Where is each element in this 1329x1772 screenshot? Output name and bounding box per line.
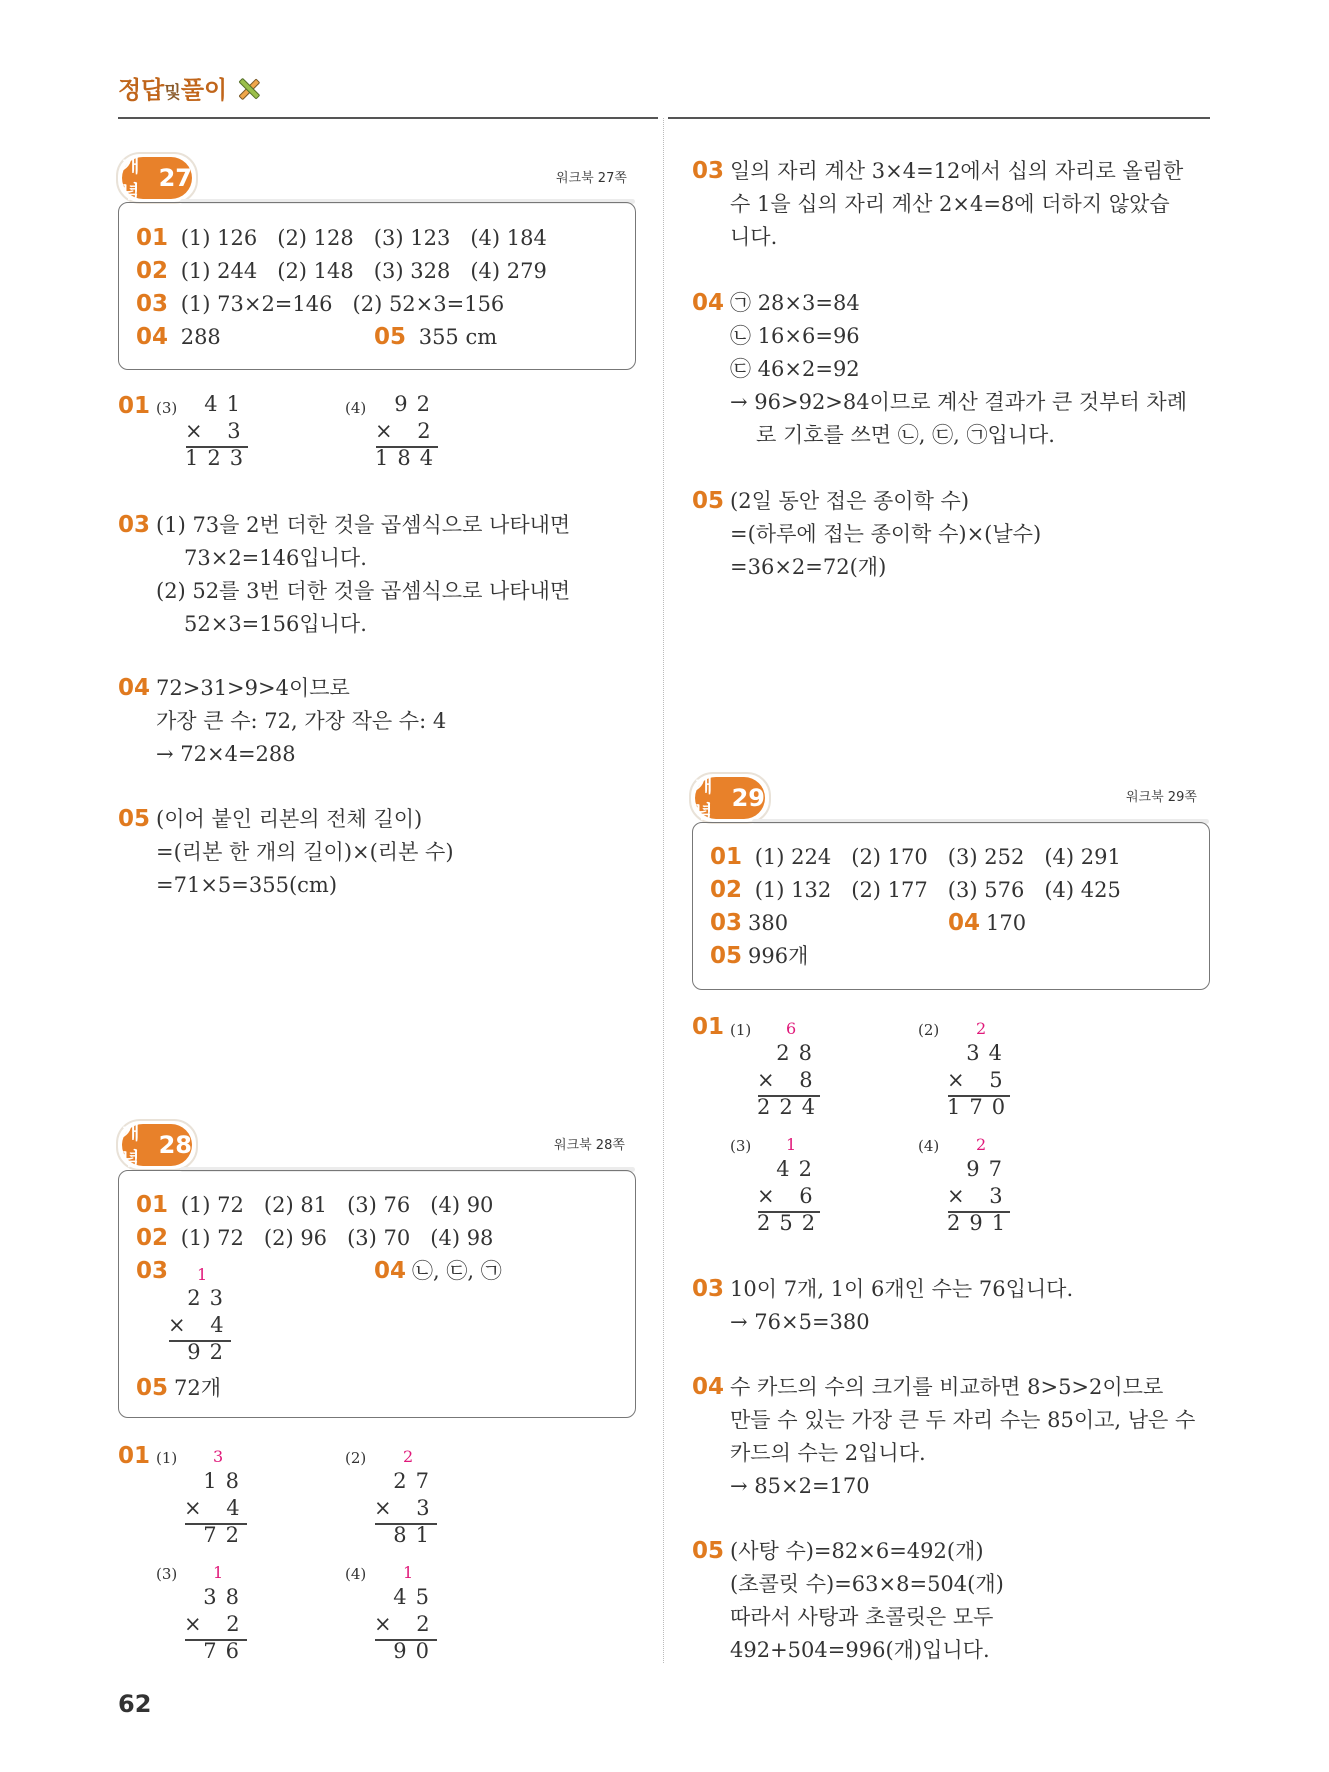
badge-label: 개념	[695, 776, 713, 823]
s28-exp-05-line-2: =(하루에 접는 종이학 수)×(날수)	[730, 522, 1042, 546]
question-number: 04	[118, 675, 151, 701]
s29-box-row-03	[710, 909, 788, 937]
problem-label: (4)	[345, 1565, 367, 1583]
calc-result: 291	[947, 1211, 1015, 1235]
concept-badge-27	[122, 156, 192, 203]
calc-mul: × 8	[757, 1068, 822, 1092]
workbook-ref-29: 워크북 29쪽	[1126, 790, 1197, 805]
badge-number: 28	[158, 1131, 192, 1159]
calc-top: 92	[394, 392, 439, 416]
s29-box-row-01	[710, 843, 1121, 871]
question-number: 01	[136, 225, 169, 251]
question-number: 03	[136, 1258, 169, 1284]
s29-box-row-02	[710, 876, 1121, 904]
question-number: 01	[136, 1192, 169, 1218]
answer-value: (4) 90	[430, 1193, 494, 1217]
s29-exp-05-line-4: 492+504=996(개)입니다.	[730, 1638, 990, 1662]
s28-exp-04-line-5: 로 기호를 쓰면 ㉡, ㉢, ㉠입니다.	[756, 423, 1055, 447]
s29-box-row-05	[710, 942, 808, 970]
question-number: 05	[118, 806, 151, 832]
question-number: 03	[118, 512, 151, 538]
s27-box-row-05	[374, 323, 497, 351]
s29-exp-04-line-1	[692, 1373, 1163, 1401]
calc-mul: × 3	[185, 419, 250, 443]
question-number: 03	[692, 158, 725, 184]
answer-value: (3) 76	[347, 1193, 411, 1217]
s27-exp-03-line-1	[118, 511, 570, 539]
s29-exp-03-line-2: → 76×5=380	[730, 1310, 870, 1334]
answer-value: (1) 224	[754, 845, 832, 869]
question-number: 05	[136, 1375, 169, 1401]
question-number: 01	[692, 1014, 725, 1040]
calc-carry: 1	[786, 1135, 797, 1154]
s29-exp-04-line-4: → 85×2=170	[730, 1474, 870, 1498]
s28-box-row-02	[136, 1224, 493, 1252]
s29-exp-04-line-2: 만들 수 있는 가장 큰 두 자리 수는 85이고, 남은 수	[730, 1408, 1196, 1432]
question-number: 01	[710, 844, 743, 870]
calc-carry: 1	[197, 1265, 208, 1284]
problem-label: (1)	[730, 1021, 752, 1039]
s27-exp-03-line-3: (2) 52를 3번 더한 것을 곱셈식으로 나타내면	[156, 579, 571, 603]
problem-label: (2)	[918, 1021, 940, 1039]
pencil-ruler-icon	[236, 76, 262, 102]
s27-exp-03-line-4: 52×3=156입니다.	[184, 612, 367, 636]
header-title-end: 풀이	[180, 76, 228, 104]
answer-value: (4) 98	[430, 1226, 494, 1250]
answer-value: (2) 96	[263, 1226, 328, 1250]
answer-value: (4) 425	[1044, 878, 1121, 902]
s27-exp-05-line-3: =71×5=355(cm)	[156, 873, 338, 897]
calc-carry: 1	[403, 1563, 414, 1582]
concept-badge-29	[695, 776, 765, 823]
explanation-text: (이어 붙인 리본의 전체 길이)	[156, 807, 423, 831]
badge-label: 개념	[122, 156, 140, 203]
s27-exp-04-line-3: → 72×4=288	[156, 742, 296, 766]
s28-exp-01-no	[118, 1442, 156, 1470]
calc-top: 18	[203, 1469, 248, 1493]
header-title	[118, 70, 262, 105]
calc-top: 27	[393, 1469, 438, 1493]
calc-carry: 2	[976, 1019, 987, 1038]
answer-value: (2) 148	[277, 259, 354, 283]
s29-exp-05-line-2: (초콜릿 수)=63×8=504(개)	[730, 1572, 1004, 1596]
calc-mul: × 4	[168, 1313, 233, 1337]
answer-value: (4) 184	[470, 226, 547, 250]
s29-exp-05-line-3: 따라서 사탕과 초콜릿은 모두	[730, 1605, 994, 1629]
calc-result: 170	[947, 1095, 1015, 1119]
explanation-text: 일의 자리 계산 3×4=12에서 십의 자리로 올림한	[730, 159, 1184, 183]
header-rule-right	[668, 117, 1210, 119]
calc-mul: × 3	[947, 1184, 1012, 1208]
problem-label: (3)	[156, 399, 178, 417]
problem-label: (3)	[730, 1137, 752, 1155]
calc-top: 45	[393, 1585, 438, 1609]
s28-exp-03-line-3: 니다.	[730, 225, 778, 249]
question-number: 04	[948, 910, 981, 936]
s28-exp-04-line-4: → 96>92>84이므로 계산 결과가 큰 것부터 차례	[730, 390, 1188, 414]
calc-result: 72	[203, 1523, 248, 1547]
calc-carry: 6	[786, 1019, 797, 1038]
s29-exp-04-line-3: 카드의 수는 2입니다.	[730, 1441, 926, 1465]
question-number: 05	[692, 1538, 725, 1564]
answer-value: (1) 244	[180, 259, 258, 283]
calc-result: 76	[203, 1639, 248, 1663]
answer-value: (3) 123	[373, 226, 451, 250]
calc-top: 97	[966, 1157, 1011, 1181]
calc-result: 123	[185, 446, 253, 470]
answer-value: (3) 252	[947, 845, 1025, 869]
s27-box-row-01	[136, 224, 547, 252]
s27-box-row-04	[136, 323, 221, 351]
question-number: 05	[692, 488, 725, 514]
s28-box-row-01	[136, 1191, 493, 1219]
workbook-ref-27: 워크북 27쪽	[556, 171, 627, 186]
explanation-text: 72>31>9>4이므로	[156, 676, 350, 700]
badge-label: 개념	[122, 1123, 140, 1170]
header-title-small: 및	[164, 83, 181, 103]
s29-exp-03-line-1	[692, 1275, 1073, 1303]
answer-value: 380	[748, 911, 789, 935]
s28-exp-04-line-1	[692, 289, 860, 317]
calc-mul: × 6	[757, 1184, 822, 1208]
badge-number: 27	[158, 164, 192, 192]
answer-value: (1) 72	[180, 1226, 244, 1250]
problem-label: (4)	[345, 399, 367, 417]
answer-value: 355 cm	[418, 325, 498, 349]
answer-value: (2) 177	[851, 878, 928, 902]
answer-value: (1) 72	[180, 1193, 244, 1217]
question-number: 02	[136, 258, 169, 284]
calc-top: 23	[187, 1286, 232, 1310]
answer-value: (3) 70	[347, 1226, 411, 1250]
answer-value: (3) 576	[947, 878, 1025, 902]
calc-top: 42	[776, 1157, 821, 1181]
answer-value: 72개	[174, 1376, 222, 1400]
question-number: 05	[710, 943, 743, 969]
s28-exp-03-line-1	[692, 157, 1183, 185]
answer-value: (4) 291	[1044, 845, 1121, 869]
s28-exp-04-line-3: ㉢ 46×2=92	[730, 357, 860, 381]
explanation-text: (사탕 수)=82×6=492(개)	[730, 1539, 984, 1563]
s28-exp-03-line-2: 수 1을 십의 자리 계산 2×4=8에 더하지 않았습	[730, 192, 1170, 216]
calc-top: 38	[203, 1585, 248, 1609]
calc-top: 41	[204, 392, 249, 416]
problem-label: (1)	[156, 1449, 178, 1467]
question-number: 03	[692, 1276, 725, 1302]
explanation-text: (1) 73을 2번 더한 것을 곱셈식으로 나타내면	[156, 513, 571, 537]
question-number: 02	[710, 877, 743, 903]
calc-result: 90	[393, 1639, 438, 1663]
calc-mul: × 2	[374, 1612, 439, 1636]
s28-box-row-05	[136, 1374, 221, 1402]
header-title-main: 정답	[118, 76, 165, 104]
answer-value: 996개	[748, 944, 809, 968]
badge-number: 29	[731, 784, 765, 812]
answer-value: 170	[986, 911, 1027, 935]
s28-exp-05-line-3: =36×2=72(개)	[730, 555, 887, 579]
s29-exp-05-line-1	[692, 1537, 984, 1565]
problem-label: (4)	[918, 1137, 940, 1155]
answer-value: ㉡, ㉢, ㉠	[412, 1259, 502, 1283]
answer-value: (1) 132	[754, 878, 832, 902]
question-number: 05	[374, 324, 407, 350]
explanation-text: ㉠ 28×3=84	[730, 291, 860, 315]
s29-exp-01-no	[692, 1013, 730, 1041]
answer-value: (2) 170	[851, 845, 928, 869]
answer-value: (2) 81	[263, 1193, 328, 1217]
calc-mul: × 4	[184, 1496, 249, 1520]
answer-value: (4) 279	[470, 259, 547, 283]
s27-box-row-02	[136, 257, 547, 285]
answer-value: (1) 126	[180, 226, 258, 250]
s27-exp-05-line-2: =(리본 한 개의 길이)×(리본 수)	[156, 840, 454, 864]
s28-box-row-03	[136, 1257, 174, 1285]
answer-value: (2) 128	[277, 226, 354, 250]
s28-exp-04-line-2: ㉡ 16×6=96	[730, 324, 860, 348]
concept-badge-28	[122, 1123, 192, 1170]
explanation-text: 10이 7개, 1이 6개인 수는 76입니다.	[730, 1277, 1074, 1301]
answer-value: (3) 328	[373, 259, 451, 283]
calc-result: 224	[757, 1095, 825, 1119]
calc-result: 92	[187, 1340, 232, 1364]
question-number: 04	[692, 1374, 725, 1400]
s27-box-row-03	[136, 290, 504, 318]
s27-exp-03-line-2: 73×2=146입니다.	[184, 546, 367, 570]
calc-mul: × 2	[184, 1612, 249, 1636]
calc-carry: 3	[213, 1447, 224, 1466]
calc-mul: × 2	[375, 419, 440, 443]
explanation-text: (2일 동안 접은 종이학 수)	[730, 489, 970, 513]
problem-label: (2)	[345, 1449, 367, 1467]
question-number: 04	[136, 324, 169, 350]
calc-carry: 1	[213, 1563, 224, 1582]
page-number: 62	[118, 1690, 152, 1718]
calc-result: 184	[375, 446, 443, 470]
question-number: 02	[136, 1225, 169, 1251]
column-divider	[663, 118, 664, 1663]
calc-mul: × 5	[947, 1068, 1012, 1092]
calc-carry: 2	[403, 1447, 414, 1466]
calc-top: 34	[966, 1041, 1011, 1065]
s29-box-row-04	[948, 909, 1026, 937]
header-rule-left	[118, 117, 658, 119]
s28-exp-05-line-1	[692, 487, 969, 515]
calc-result: 81	[393, 1523, 438, 1547]
question-number: 03	[136, 291, 169, 317]
question-number: 04	[374, 1258, 407, 1284]
s28-box-row-04	[374, 1257, 502, 1285]
s27-exp-01-no	[118, 392, 156, 420]
question-number: 01	[118, 1443, 151, 1469]
s27-exp-04-line-2: 가장 큰 수: 72, 가장 작은 수: 4	[156, 709, 447, 733]
s27-exp-04-line-1	[118, 674, 350, 702]
answer-value: (2) 52×3=156	[352, 292, 505, 316]
problem-label: (3)	[156, 1565, 178, 1583]
question-number: 03	[710, 910, 743, 936]
calc-result: 252	[757, 1211, 825, 1235]
s27-exp-05-line-1	[118, 805, 422, 833]
question-number: 01	[118, 393, 151, 419]
answer-value: 288	[180, 325, 221, 349]
calc-mul: × 3	[374, 1496, 439, 1520]
calc-top: 28	[776, 1041, 821, 1065]
workbook-ref-28: 워크북 28쪽	[554, 1138, 625, 1153]
explanation-text: 수 카드의 수의 크기를 비교하면 8>5>2이므로	[730, 1375, 1164, 1399]
answer-value: (1) 73×2=146	[180, 292, 333, 316]
calc-carry: 2	[976, 1135, 987, 1154]
question-number: 04	[692, 290, 725, 316]
